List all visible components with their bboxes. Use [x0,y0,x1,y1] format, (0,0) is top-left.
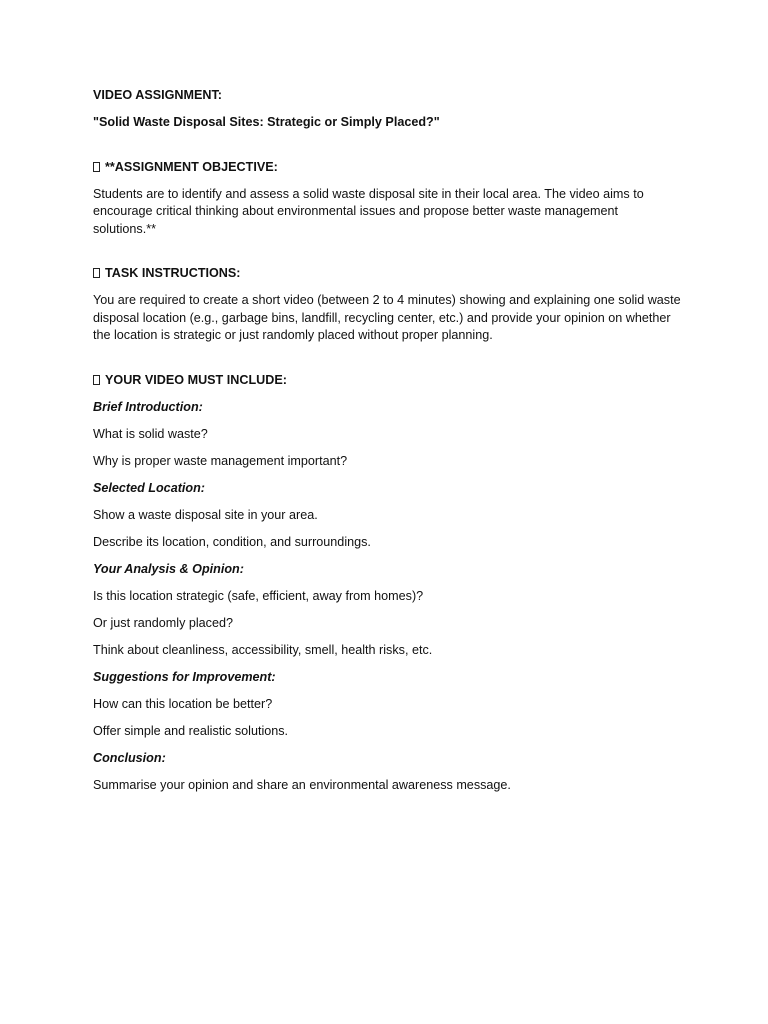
task-heading-text: TASK INSTRUCTIONS: [105,266,241,280]
section-title-conclusion: Conclusion: [93,750,166,765]
missing-glyph-icon [93,375,100,385]
objective-heading [93,159,683,177]
task-text: You are required to create a short video (between 2 to 4 minutes) showing and explaining one solid waste disposal location (e.g., garbage bins, landfill, recycling center, etc.) and provide your opinion on whether the location is strategic or just randomly placed without proper planning. [93,293,681,342]
missing-glyph-icon [93,268,100,278]
section-title-introduction: Brief Introduction: [93,399,203,414]
list-item: What is solid waste? [93,426,208,441]
include-heading-text: YOUR VIDEO MUST INCLUDE: [105,372,287,387]
list-item: Describe its location, condition, and surroundings. [93,534,371,549]
document-header: VIDEO ASSIGNMENT: [93,88,222,102]
list-item: Or just randomly placed? [93,615,233,630]
list-item: Show a waste disposal site in your area. [93,507,318,522]
list-item: Offer simple and realistic solutions. [93,723,289,738]
section-title-location: Selected Location: [93,480,205,495]
objective-heading-text: **ASSIGNMENT OBJECTIVE: [105,159,278,174]
list-item: Summarise your opinion and share an environmental awareness message. [93,777,511,792]
section-title-analysis: Your Analysis & Opinion: [93,561,244,576]
objective-text: Students are to identify and assess a solid waste disposal site in their local area. The video aims to encourage critical thinking about environmental issues and propose better waste management solutions.** [93,186,644,236]
list-item: Is this location strategic (safe, efficient, away from homes)? [93,588,424,603]
section-title-suggestions: Suggestions for Improvement: [93,669,276,684]
list-item: Why is proper waste management important? [93,453,348,468]
task-heading [93,265,683,283]
document-title: "Solid Waste Disposal Sites: Strategic or Simply Placed?" [93,115,440,129]
include-heading [93,372,683,390]
missing-glyph-icon [93,162,100,172]
list-item: How can this location be better? [93,696,273,711]
document-page [93,87,683,804]
list-item: Think about cleanliness, accessibility, smell, health risks, etc. [93,642,433,657]
